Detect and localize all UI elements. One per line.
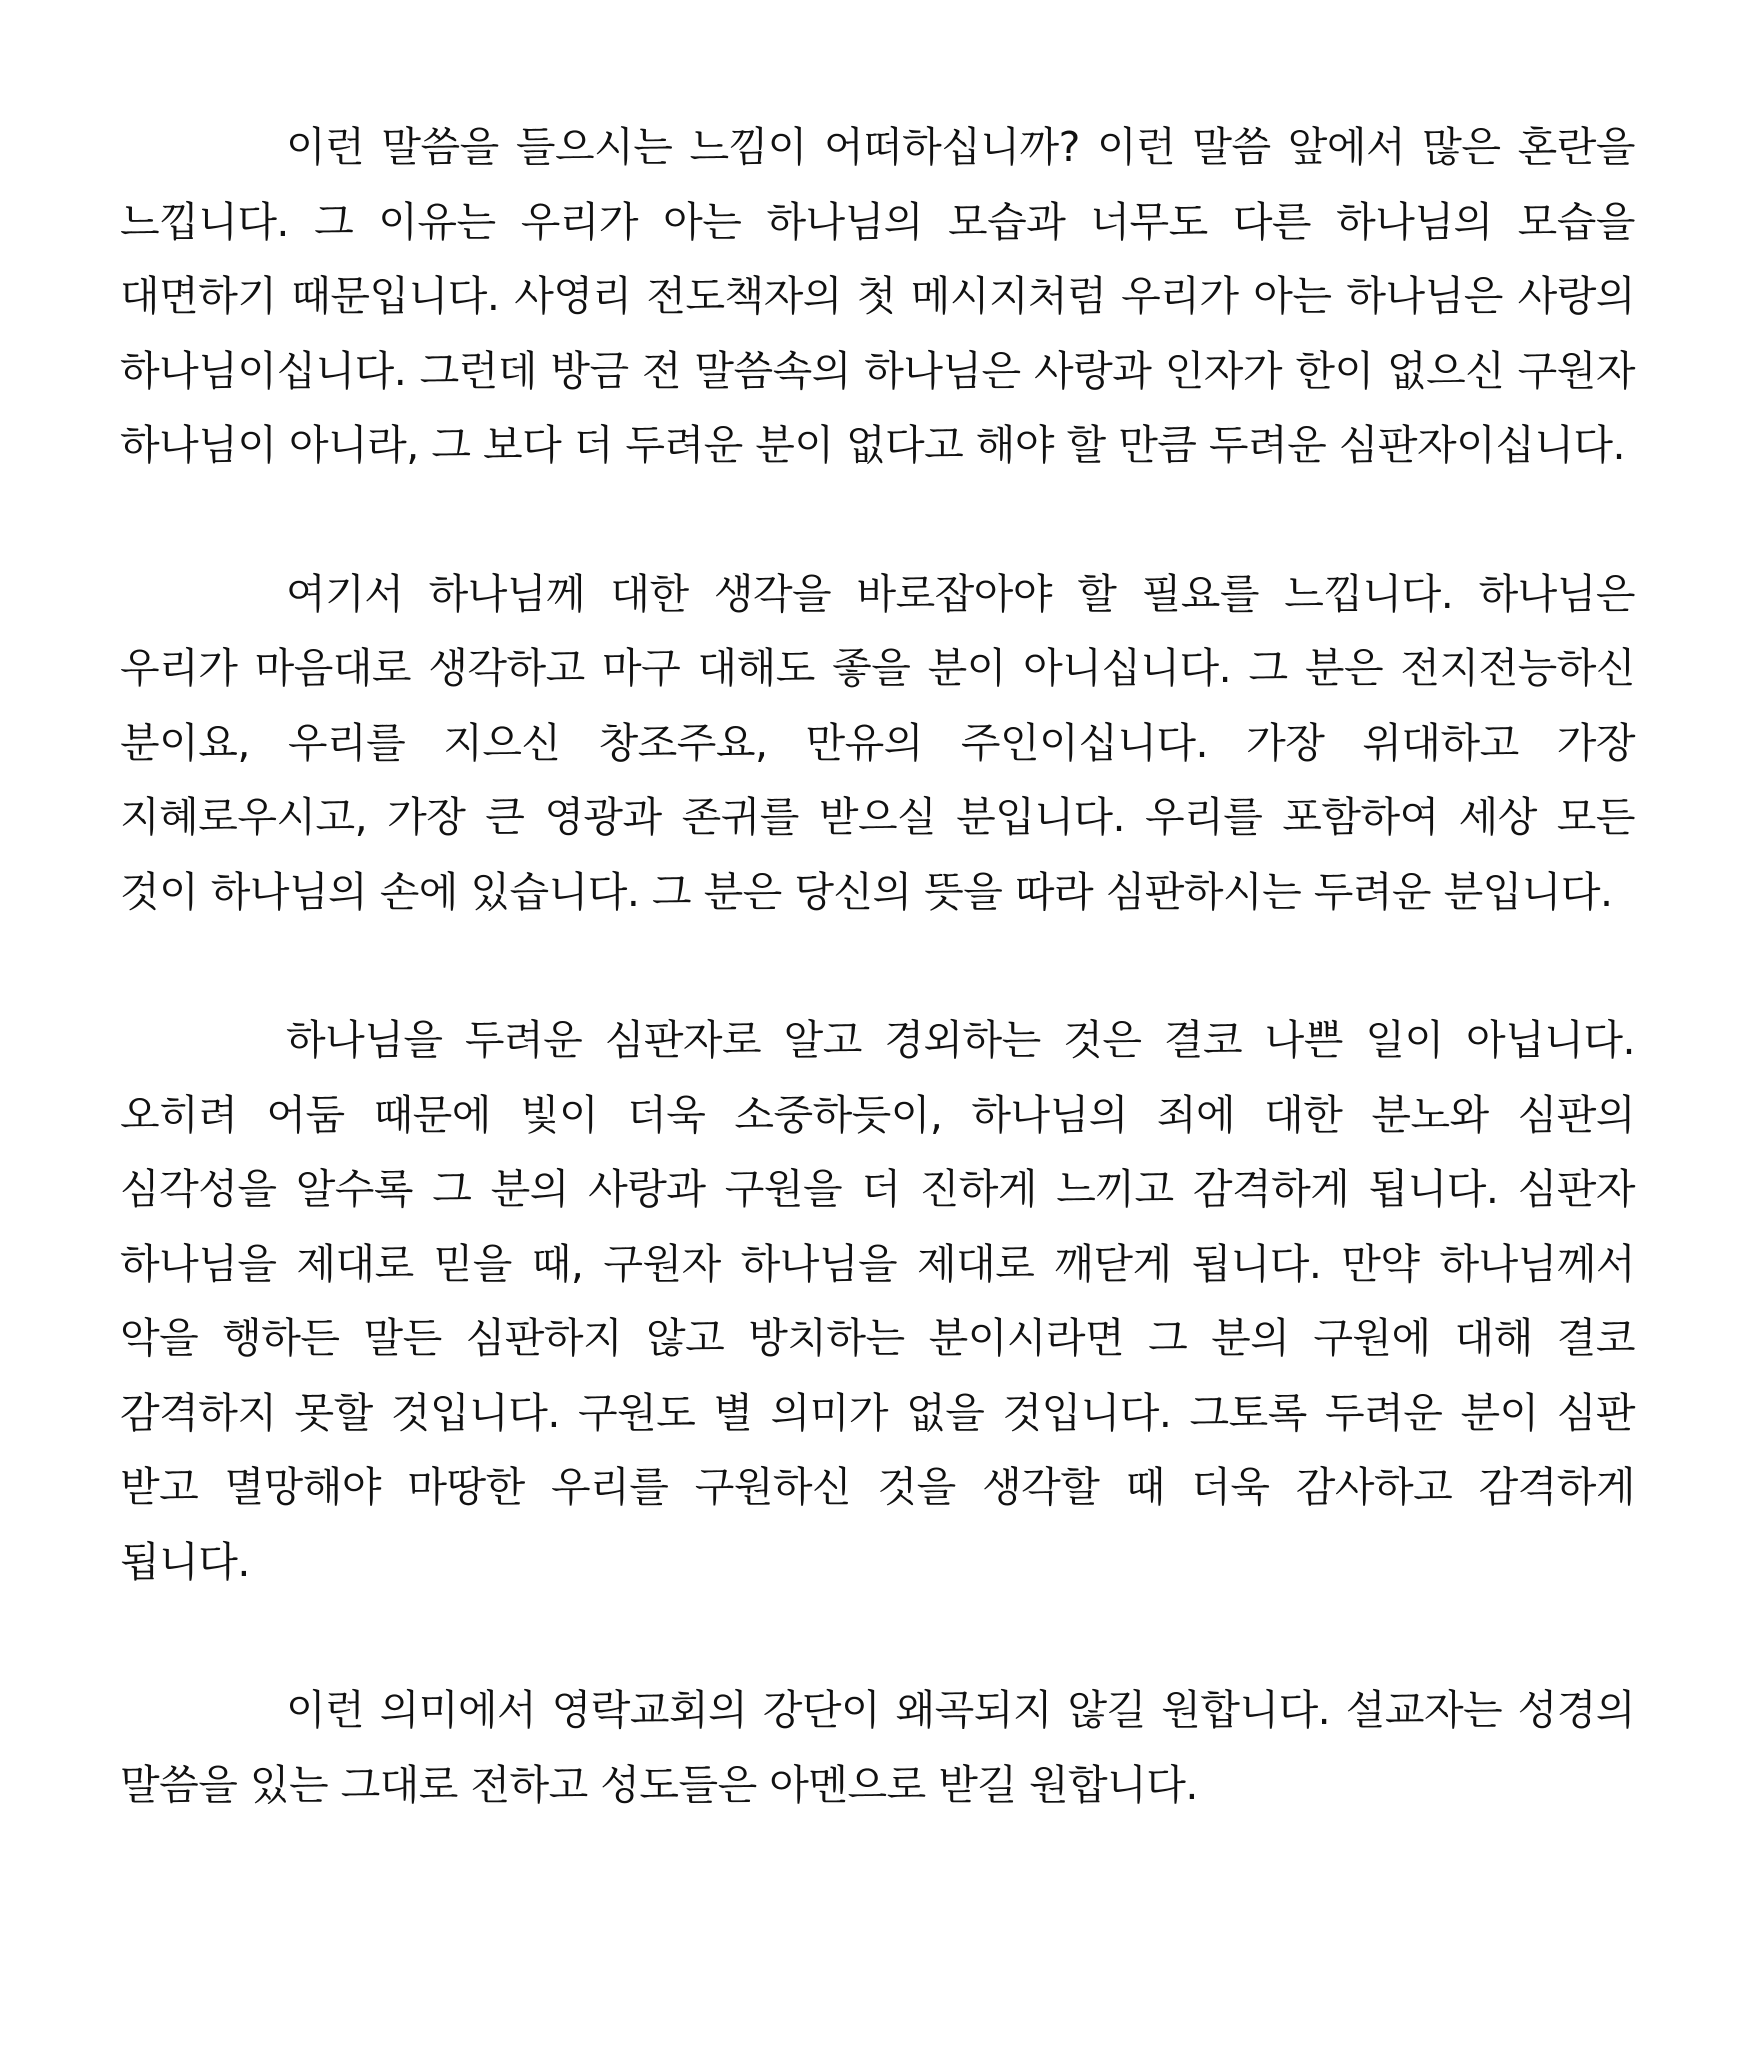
paragraph-4: 이런 의미에서 영락교회의 강단이 왜곡되지 않길 원합니다. 설교자는 성경의 말씀을 있는 그대로 전하고 성도들은 아멘으로 받길 원합니다. (120, 1686, 1635, 1809)
paragraph-1: 이런 말씀을 들으시는 느낌이 어떠하십니까? 이런 말씀 앞에서 많은 혼란을 느낍니다. 그 이유는 우리가 아는 하나님의 모습과 너무도 다른 하나님의 모습을 대면하기 때문입니다. 사영리 전도책자의 첫 메시지처럼 우리가 아는 하나님은 사랑의 하나님이십니다. 그런데 방금 전 말씀속의 하나님은 사랑과 인자가 한이 없으신 구원자 하나님이 아니라, 그 보다 더 두려운 분이 없다고 해야 할 만큼 두려운 심판자이십니다. (120, 123, 1635, 469)
paragraph-2: 여기서 하나님께 대한 생각을 바로잡아야 할 필요를 느낍니다. 하나님은 우리가 마음대로 생각하고 마구 대해도 좋을 분이 아니십니다. 그 분은 전지전능하신 분이요, 우리를 지으신 창조주요, 만유의 주인이십니다. 가장 위대하고 가장 지혜로우시고, 가장 큰 영광과 존귀를 받으실 분입니다. 우리를 포함하여 세상 모든 것이 하나님의 손에 있습니다. 그 분은 당신의 뜻을 따라 심판하시는 두려운 분입니다. (120, 569, 1635, 916)
paragraph-3: 하나님을 두려운 심판자로 알고 경외하는 것은 결코 나쁜 일이 아닙니다. 오히려 어둠 때문에 빛이 더욱 소중하듯이, 하나님의 죄에 대한 분노와 심판의 심각성을 알수록 그 분의 사랑과 구원을 더 진하게 느끼고 감격하게 됩니다. 심판자 하나님을 제대로 믿을 때, 구원자 하나님을 제대로 깨닫게 됩니다. 만약 하나님께서 악을 행하든 말든 심판하지 않고 방치하는 분이시라면 그 분의 구원에 대해 결코 감격하지 못할 것입니다. 구원도 별 의미가 없을 것입니다. 그토록 두려운 분이 심판 받고 멸망해야 마땅한 우리를 구원하신 것을 생각할 때 더욱 감사하고 감격하게 됩니다. (120, 1016, 1635, 1586)
document-page (120, 110, 1635, 1822)
